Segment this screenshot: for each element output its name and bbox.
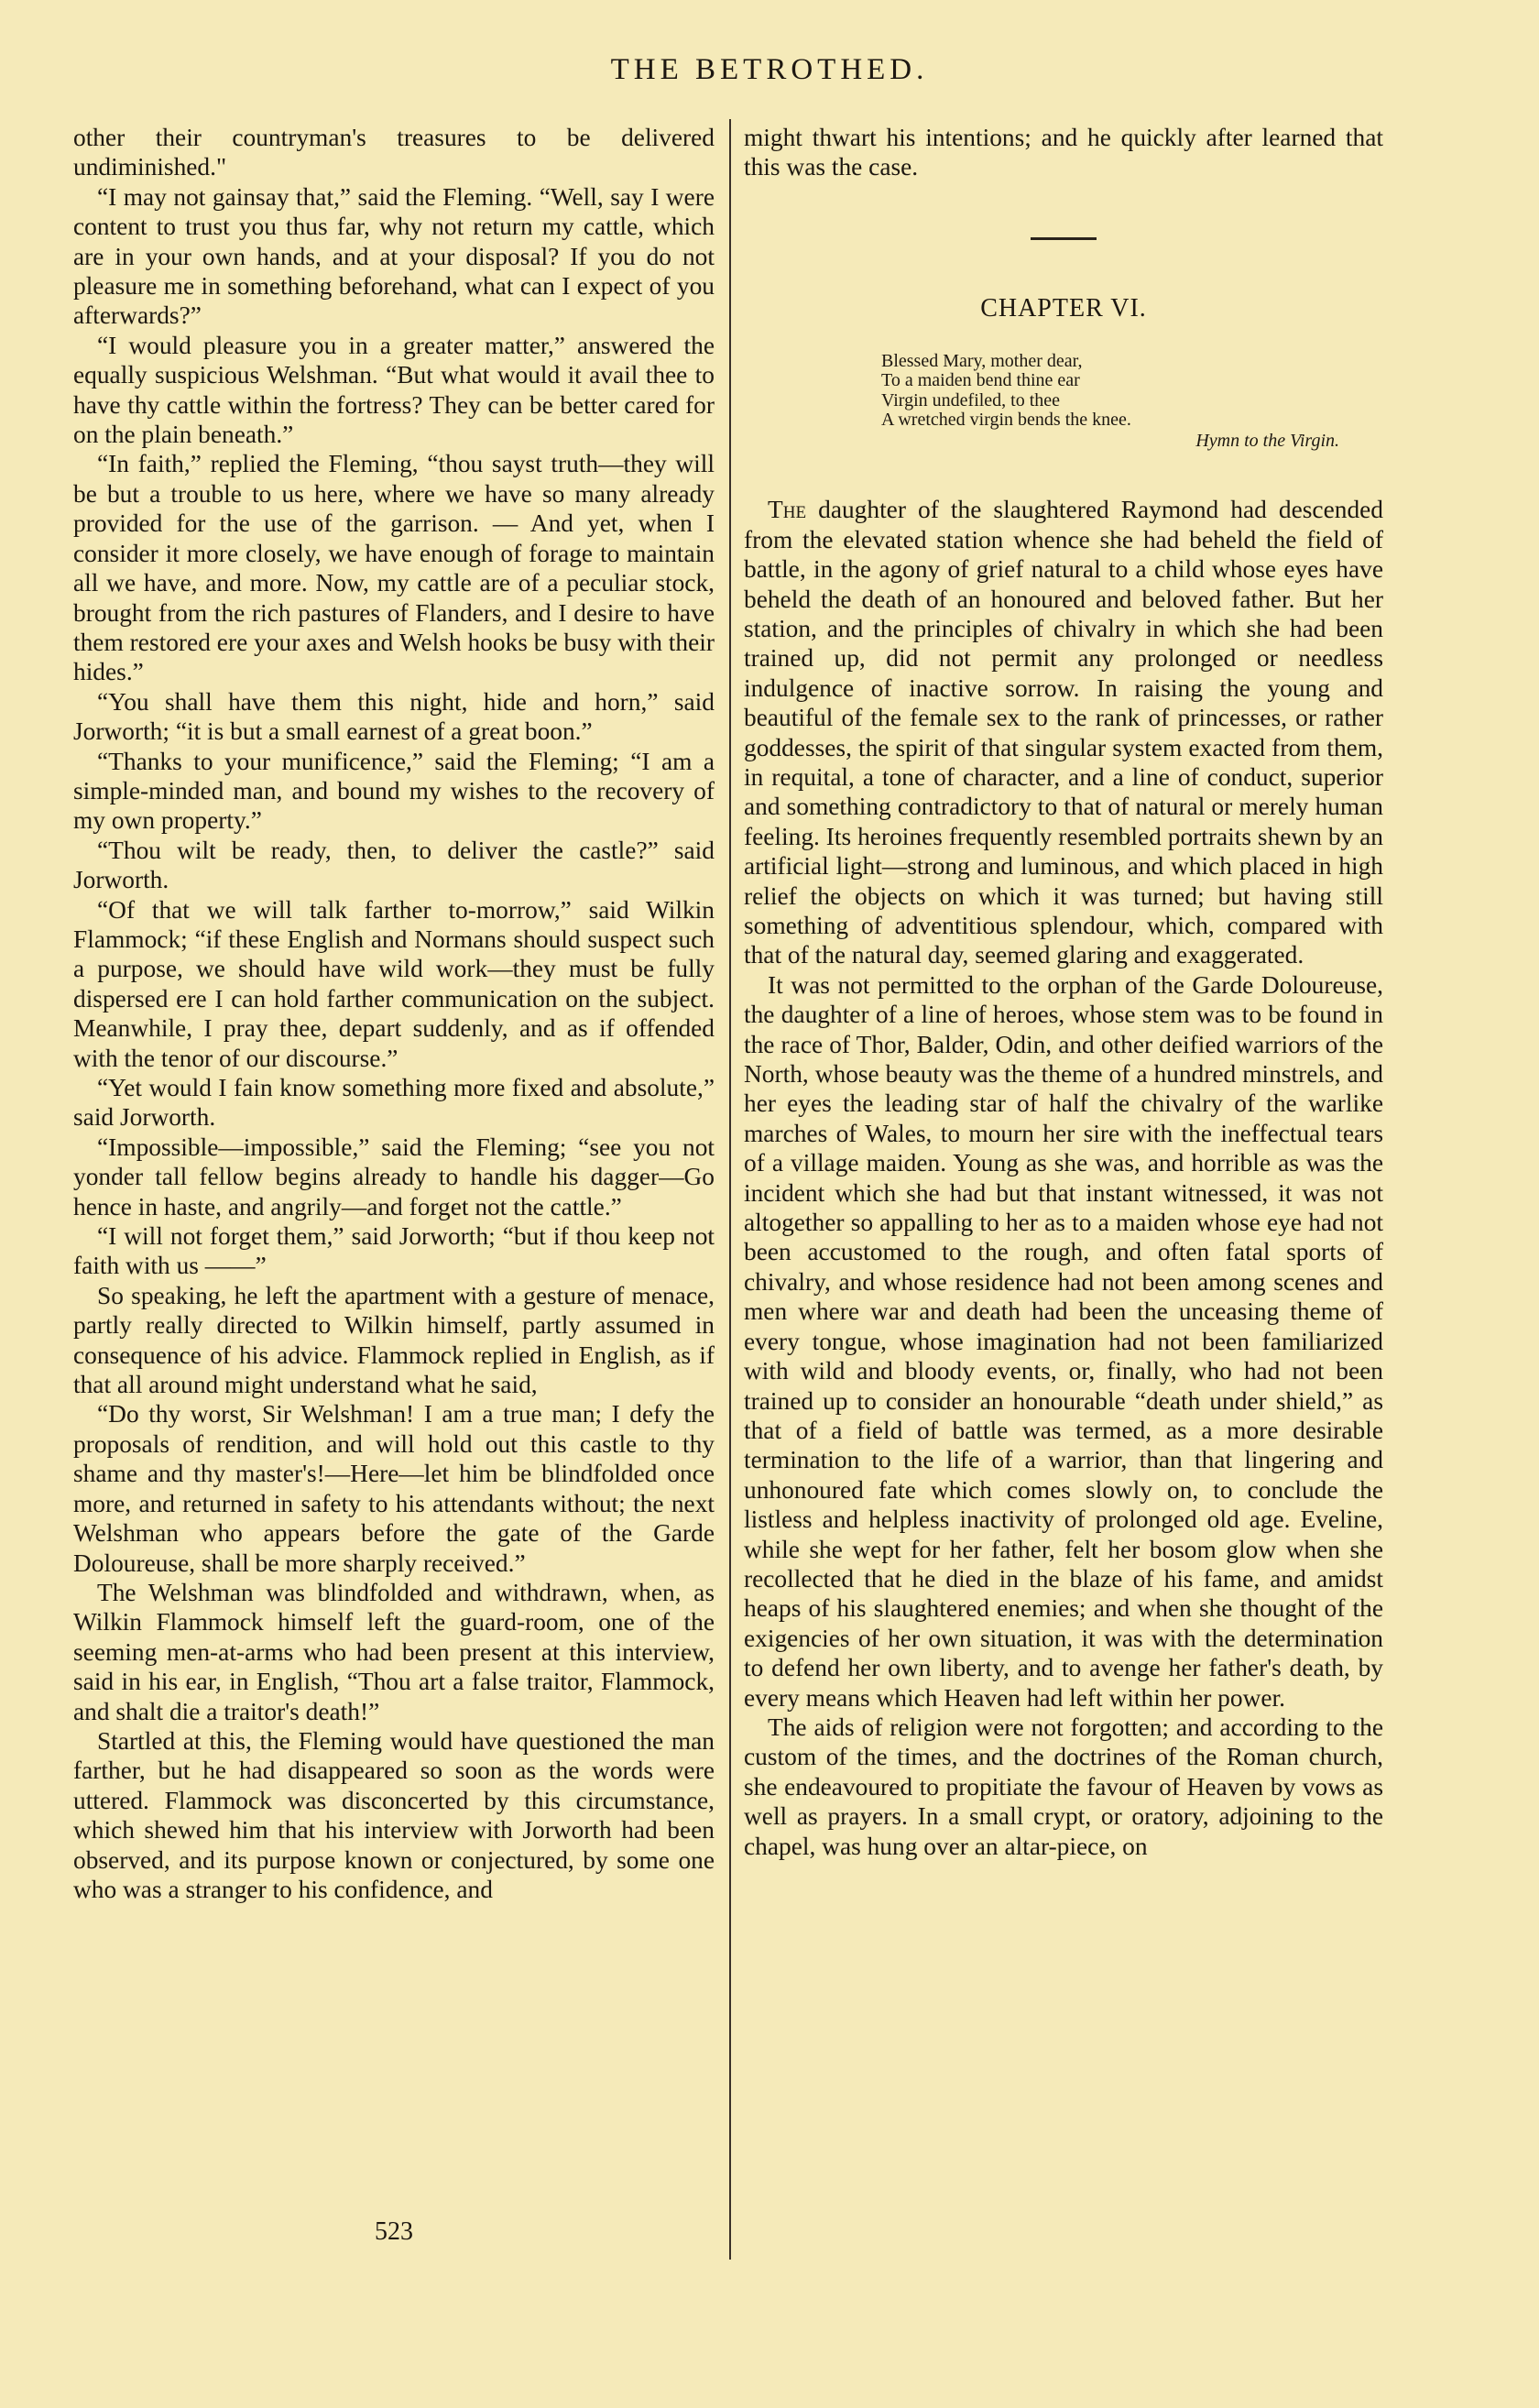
paragraph: “Yet would I fain know something more fixed and absolute,” said Jorworth.	[73, 1074, 715, 1132]
page-number: 523	[375, 2217, 413, 2246]
chapter-title: CHAPTER VI.	[980, 293, 1147, 323]
chapter-body	[744, 495, 1383, 1861]
paragraph: “I may not gainsay that,” said the Fleming. “Well, say I were content to trust you thus far, why not return my cattle, which are in your own hands, and at your disposal? If you do not pleasure me in something beforehand, what can I expect of you afterwards?”	[73, 182, 715, 330]
paragraph: “I will not forget them,” said Jorworth; “but if thou keep not faith with us ——”	[73, 1222, 715, 1280]
paragraph: “I would pleasure you in a greater matter,” answered the equally suspicious Welshman. “But what would it avail thee to have thy cattle within the fortress? They can be better cared for on the plain beneath.”	[73, 331, 715, 449]
epigraph-line: Virgin undefiled, to thee	[881, 389, 1061, 410]
epigraph-attribution: Hymn to the Virgin.	[1195, 430, 1339, 451]
paragraph-text: daughter of the slaughtered Raymond had descended from the elevated station whence she had beheld the field of battle, in the agony of grief natural to a child whose eyes have beheld the death of an honoured and beloved father. But her station, and the principles of chivalry in which she had been trained up, did not permit any prolonged or needless indulgence of inactive sorrow. In raising the young and beautiful of the female sex to the rank of princesses, or rather goddesses, the spirit of that singular system exacted from them, in requital, a tone of character, and a line of conduct, superior and something contradictory to that of natural or merely human feeling. Its heroines frequently resembled portraits shewn by an artificial light—strong and luminous, and which placed in high relief the objects on which it was turned; but having still something of adventitious splendour, which, compared with that of the natural day, seemed glaring and exaggerated.	[744, 496, 1383, 969]
paragraph: “Thanks to your munificence,” said the Fleming; “I am a simple-minded man, and bound my wishes to the recovery of my own property.”	[73, 747, 715, 835]
paragraph: “Of that we will talk farther to-morrow,” said Wilkin Flammock; “if these English and Normans should suspect such a purpose, we should have wild work—they must be fully dispersed ere I can hold farther communication on the subject. Meanwhile, I pray thee, depart suddenly, and as if offended with the tenor of our discourse.”	[73, 895, 715, 1072]
section-rule	[1031, 237, 1097, 240]
left-column	[73, 123, 715, 1904]
paragraph: The Welshman was blindfolded and withdrawn, when, as Wilkin Flammock himself left the guard-room, one of the seeming men-at-arms who had been present at this interview, said in his ear, in English, “Thou art a false traitor, Flammock, and shalt die a traitor's death!”	[73, 1578, 715, 1725]
paragraph: “Thou wilt be ready, then, to deliver the castle?” said Jorworth.	[73, 836, 715, 894]
epigraph-line: Blessed Mary, mother dear,	[881, 350, 1083, 371]
column-divider	[729, 119, 731, 2260]
epigraph-line: A wretched virgin bends the knee.	[881, 410, 1131, 431]
chapter-opening-word: The	[768, 496, 807, 524]
paragraph: “Do thy worst, Sir Welshman! I am a true man; I defy the proposals of rendition, and will hold out this castle to thy shame and thy master's!—Here—let him be blindfolded once more, and returned in safety to his attendants without; the next Welshman who appears before the gate of the Garde Doloureuse, shall be more sharply received.”	[73, 1400, 715, 1577]
paragraph: “In faith,” replied the Fleming, “thou sayst truth—they will be but a trouble to us here, where we have so many already provided for the use of the garrison. — And yet, when I consider it more closely, we have enough of forage to maintain all we have, and more. Now, my cattle are of a peculiar stock, brought from the rich pastures of Flanders, and I desire to have them restored ere your axes and Welsh hooks be busy with their hides.”	[73, 450, 715, 686]
paragraph: So speaking, he left the apartment with a gesture of menace, partly really directed to Wilkin himself, partly assumed in consequence of his advice. Flammock replied in English, as if that all around might understand what he said,	[73, 1281, 715, 1399]
paragraph	[744, 495, 1383, 970]
paragraph: “Impossible—impossible,” said the Fleming; “see you not yonder tall fellow begins already to handle his dagger—Go hence in haste, and angrily—and forget not the cattle.”	[73, 1133, 715, 1220]
paragraph: “You shall have them this night, hide and horn,” said Jorworth; “it is but a small earnest of a great boon.”	[73, 687, 715, 746]
paragraph: Startled at this, the Fleming would have questioned the man farther, but he had disappeared so soon as the words were uttered. Flammock was disconcerted by this circumstance, which shewed him that his interview with Jorworth had been observed, and its purpose known or conjectured, by some one who was a stranger to his confidence, and	[73, 1726, 715, 1903]
paragraph: other their countryman's treasures to be delivered undiminished."	[73, 124, 715, 181]
epigraph	[881, 352, 1339, 452]
right-column-intro: might thwart his intentions; and he quickly after learned that this was the case.	[744, 124, 1383, 181]
running-head: THE BETROTHED.	[610, 53, 929, 86]
paragraph: The aids of religion were not forgotten; and according to the custom of the times, and the doctrines of the Roman church, she endeavoured to propitiate the favour of Heaven by vows as well as prayers. In a small crypt, or oratory, adjoining to the chapel, was hung over an altar-piece, on	[744, 1713, 1383, 1860]
right-column	[744, 123, 1383, 1861]
epigraph-line: To a maiden bend thine ear	[881, 370, 1080, 391]
paragraph: It was not permitted to the orphan of the Garde Doloureuse, the daughter of a line of heroes, whose stem was to be found in the race of Thor, Balder, Odin, and other deified warriors of the North, whose beauty was the theme of a hundred minstrels, and her eyes the leading star of half the chivalry of the warlike marches of Wales, to mourn her sire with the ineffectual tears of a village maiden. Young as she was, and horrible as was the incident which she had but that instant witnessed, it was not altogether so appalling to her as to a maiden whose eye had not been accustomed to the rough, and often fatal sports of chivalry, and whose residence had not been among scenes and men where war and death had been the unceasing theme of every tongue, whose imagination had not been familiarized with wild and bloody events, or, finally, who had not been trained up to consider an honourable “death under shield,” as that of a field of battle was termed, as a more desirable termination to the life of a warrior, than that lingering and unhonoured fate which comes slowly on, to conclude the listless and helpless inactivity of prolonged old age. Eveline, while she wept for her father, felt her bosom glow when she recollected that he died in the blaze of his fame, and amidst heaps of his slaughtered enemies; and when she thought of the exigencies of her own situation, it was with the determination to defend her own liberty, and to avenge her father's death, by every means which Heaven had left within her power.	[744, 970, 1383, 1712]
